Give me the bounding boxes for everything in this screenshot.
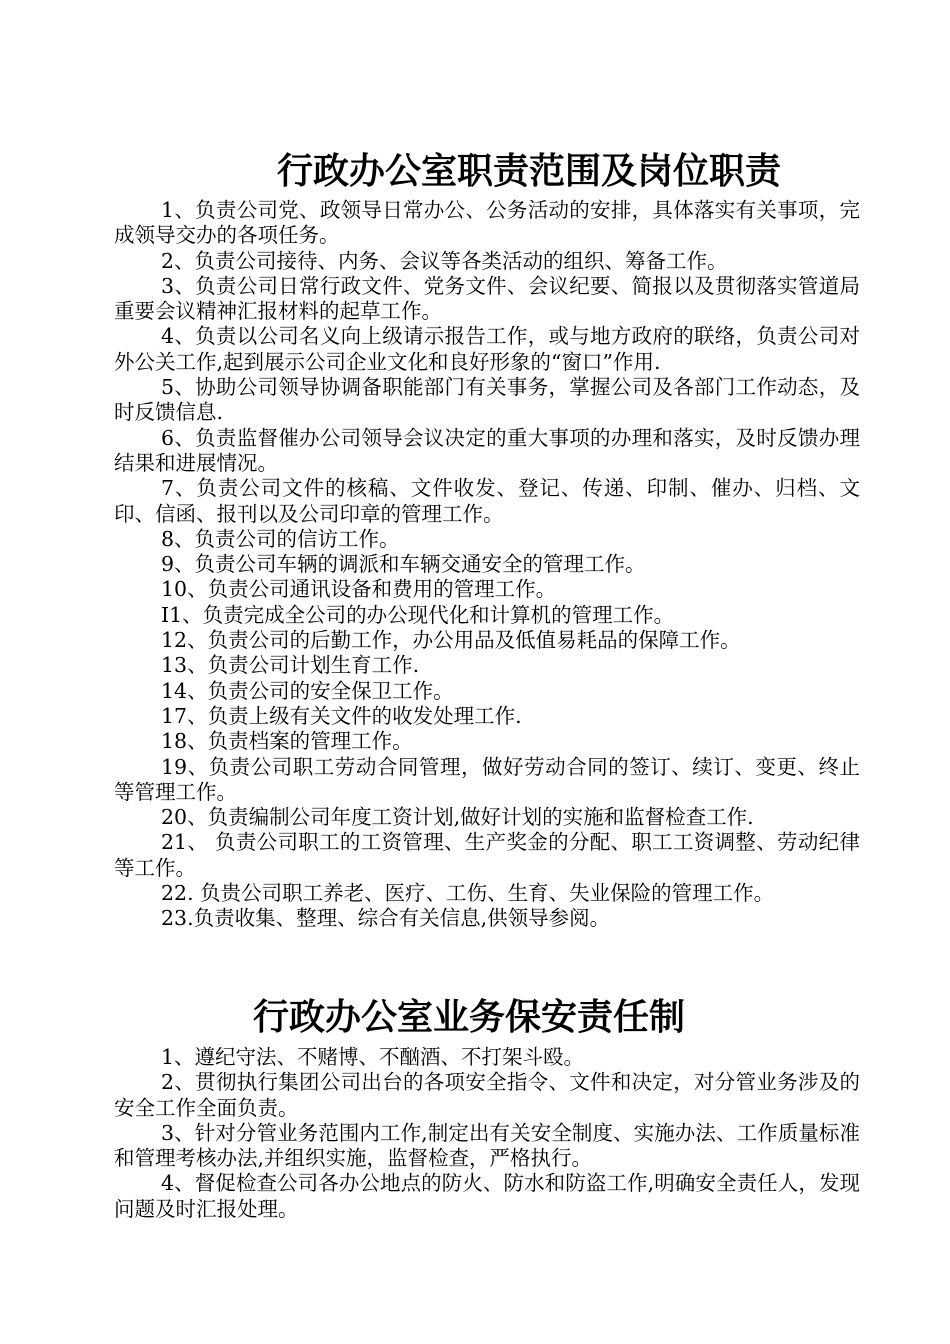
list-item: 6、负责监督催办公司领导会议决定的重大事项的办理和落实，及时反馈办理结果和进展情况。	[114, 425, 860, 475]
list-item: 18、负责档案的管理工作。	[161, 729, 413, 754]
list-item: 8、负责公司的信访工作。	[161, 526, 400, 551]
list-item: 14、负责公司的安全保卫工作。	[161, 678, 454, 703]
list-item: 10、负责公司通讯设备和费用的管理工作。	[161, 577, 557, 602]
list-item: 5、协助公司领导协调备职能部门有关事务，掌握公司及各部门工作动态，及时反馈信息.	[114, 375, 860, 425]
list-item: 23.负责收集、整理、综合有关信息,供领导参阅。	[161, 906, 611, 931]
list-item: 13、负责公司计划生育工作.	[161, 653, 420, 678]
list-item: 4、负责以公司名义向上级请示报告工作，或与地方政府的联络，负责公司对外公关工作,起到展示公司企业文化和良好形象的“窗口”作用.	[114, 324, 860, 374]
list-item: 2、贯彻执行集团公司出台的各项安全指令、文件和决定，对分管业务涉及的安全工作全面负责。	[114, 1070, 860, 1120]
list-item: 4、督促检查公司各办公地点的防火、防水和防盗工作,明确安全责任人，发现问题及时汇报处理。	[114, 1171, 860, 1221]
list-item: 17、负责上级有关文件的收发处理工作.	[161, 703, 522, 728]
list-item: 7、负责公司文件的核稿、文件收发、登记、传递、印制、催办、归档、文印、信函、报刊以及公司印章的管理工作。	[114, 476, 860, 526]
section-2-title: 行政办公室业务保安责任制	[253, 997, 686, 1038]
section-2-body	[114, 1045, 860, 1222]
list-item: 2、负责公司接待、内务、会议等各类活动的组织、筹备工作。	[161, 248, 728, 273]
section-1-title: 行政办公室职责范围及岗位职责	[277, 151, 782, 192]
list-item: 12、负责公司的后勤工作，办公用品及低值易耗品的保障工作。	[161, 628, 741, 653]
section-1-body	[114, 198, 860, 932]
list-item: 1、遵纪守法、不赌博、不酗酒、不打架斗殴。	[161, 1045, 585, 1069]
list-item: 3、针对分管业务范围内工作,制定出有关安全制度、实施办法、工作质量标准和管理考核办法,并组织实施，监督检查，严格执行。	[114, 1120, 860, 1171]
list-item: 1、负责公司党、政领导日常办公、公务活动的安排，具体落实有关事项，完成领导交办的各项任务。	[114, 198, 860, 248]
list-item: 22. 负贵公司职工养老、医疗、工伤、生育、失业保险的管理工作。	[161, 881, 775, 906]
list-item: I1、负责完成全公司的办公现代化和计算机的管理工作。	[161, 602, 675, 627]
list-item: 9、负责公司车辆的调派和车辆交通安全的管理工作。	[161, 552, 646, 577]
list-item: 21、 负责公司职工的工资管理、生产奖金的分配、职工工资调整、劳动纪律等工作。	[114, 830, 860, 880]
list-item: 20、负责编制公司年度工资计划,做好计划的实施和监督检查工作.	[161, 805, 754, 830]
list-item: 3、负责公司日常行政文件、党务文件、会议纪要、简报以及贯彻落实管道局重要会议精神汇报材料的起草工作。	[114, 273, 860, 324]
list-item: 19、负责公司职工劳动合同管理，做好劳动合同的签订、续订、变更、终止等管理工作。	[114, 754, 860, 804]
